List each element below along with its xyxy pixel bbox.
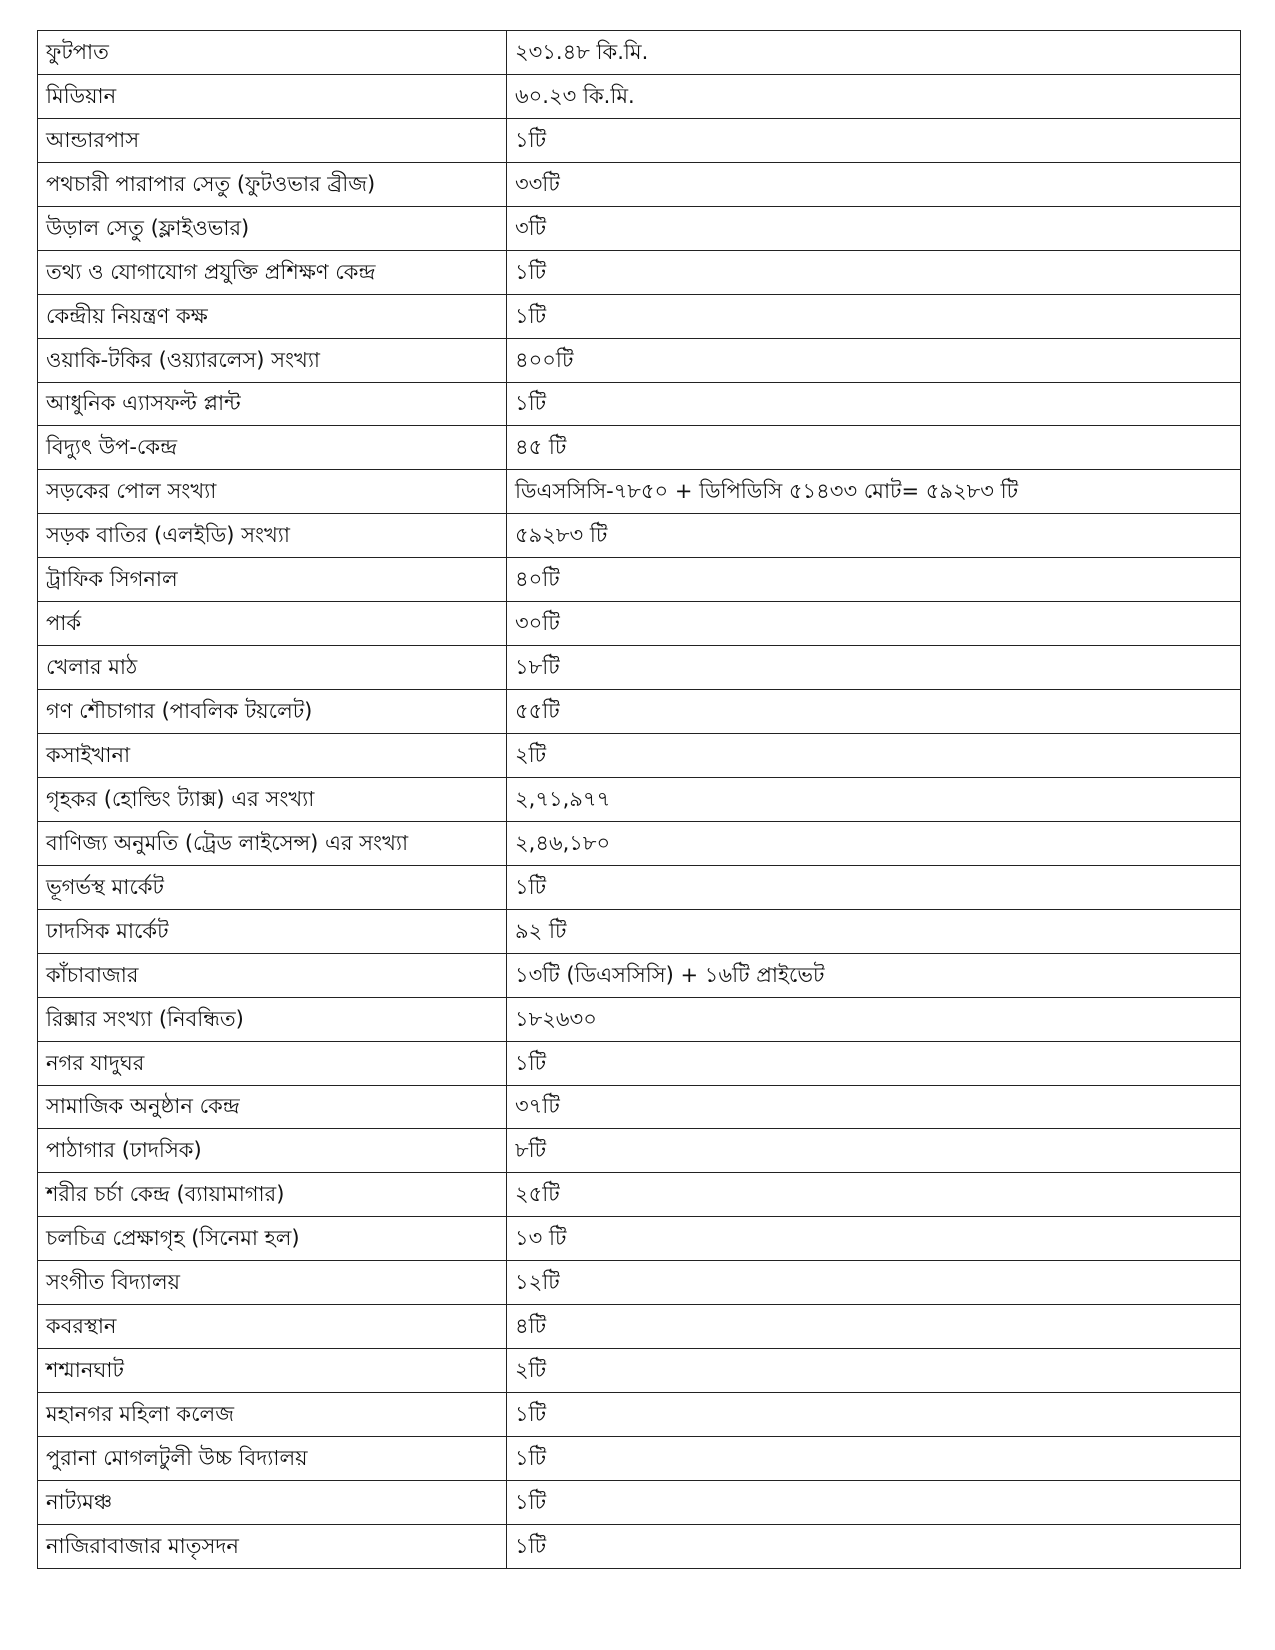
table-cell-value: ১৩ টি xyxy=(507,1217,1241,1261)
table-cell-item: কবরস্থান xyxy=(38,1305,507,1349)
table-cell-item: সংগীত বিদ্যালয় xyxy=(38,1261,507,1305)
table-cell-value: ৪৫ টি xyxy=(507,426,1241,470)
table-cell-item: ফুটপাত xyxy=(38,31,507,75)
table-row xyxy=(38,1173,1241,1217)
table-cell-value: ১টি xyxy=(507,118,1241,162)
facility-table xyxy=(37,30,1241,1569)
table-row xyxy=(38,118,1241,162)
table-cell-value: ১টি xyxy=(507,1480,1241,1524)
table-cell-value: ২৫টি xyxy=(507,1173,1241,1217)
table-row xyxy=(38,338,1241,382)
table-cell-item: কাঁচাবাজার xyxy=(38,953,507,997)
table-cell-item: পাঠাগার (ঢাদসিক) xyxy=(38,1129,507,1173)
table-row xyxy=(38,734,1241,778)
table-row xyxy=(38,514,1241,558)
table-cell-item: মিডিয়ান xyxy=(38,74,507,118)
table-cell-value: ৫৫টি xyxy=(507,690,1241,734)
table-row xyxy=(38,646,1241,690)
table-cell-value: ১টি xyxy=(507,1041,1241,1085)
table-cell-item: আন্ডারপাস xyxy=(38,118,507,162)
table-row xyxy=(38,74,1241,118)
table-row xyxy=(38,470,1241,514)
table-cell-item: সামাজিক অনুষ্ঠান কেন্দ্র xyxy=(38,1085,507,1129)
table-cell-value: ২টি xyxy=(507,734,1241,778)
table-cell-value: ৩৭টি xyxy=(507,1085,1241,1129)
table-row xyxy=(38,206,1241,250)
table-row xyxy=(38,1349,1241,1393)
table-cell-item: সড়কের পোল সংখ্যা xyxy=(38,470,507,514)
table-cell-value: ডিএসসিসি-৭৮৫০ + ডিপিডিসি ৫১৪৩৩ মোট= ৫৯২৮৩ টি xyxy=(507,470,1241,514)
table-cell-item: নগর যাদুঘর xyxy=(38,1041,507,1085)
table-row xyxy=(38,162,1241,206)
table-cell-value: ১টি xyxy=(507,1437,1241,1481)
table-cell-item: পুরানা মোগলটুলী উচ্চ বিদ্যালয় xyxy=(38,1437,507,1481)
table-cell-item: বিদ্যুৎ উপ-কেন্দ্র xyxy=(38,426,507,470)
table-cell-value: ৪০টি xyxy=(507,558,1241,602)
table-row xyxy=(38,1041,1241,1085)
table-row xyxy=(38,997,1241,1041)
table-cell-value: ১৮২৬৩০ xyxy=(507,997,1241,1041)
table-row xyxy=(38,1085,1241,1129)
table-row xyxy=(38,1305,1241,1349)
table-cell-value: ১৩টি (ডিএসসিসি) + ১৬টি প্রাইভেট xyxy=(507,953,1241,997)
table-row xyxy=(38,1261,1241,1305)
table-cell-value: ৫৯২৮৩ টি xyxy=(507,514,1241,558)
table-cell-value: ৪টি xyxy=(507,1305,1241,1349)
table-cell-item: মহানগর মহিলা কলেজ xyxy=(38,1393,507,1437)
table-cell-item: তথ্য ও যোগাযোগ প্রযুক্তি প্রশিক্ষণ কেন্দ্র xyxy=(38,250,507,294)
table-row xyxy=(38,250,1241,294)
table-cell-value: ৩টি xyxy=(507,206,1241,250)
table-cell-item: গণ শৌচাগার (পাবলিক টয়লেট) xyxy=(38,690,507,734)
table-cell-value: ২টি xyxy=(507,1349,1241,1393)
table-cell-item: বাণিজ্য অনুমতি (ট্রেড লাইসেন্স) এর সংখ্যা xyxy=(38,821,507,865)
table-cell-value: ২৩১.৪৮ কি.মি. xyxy=(507,31,1241,75)
table-cell-value: ৮টি xyxy=(507,1129,1241,1173)
table-cell-value: ১টি xyxy=(507,250,1241,294)
table-cell-item: উড়াল সেতু (ফ্লাইওভার) xyxy=(38,206,507,250)
table-cell-value: ১২টি xyxy=(507,1261,1241,1305)
table-cell-value: ১টি xyxy=(507,382,1241,426)
table-body xyxy=(38,31,1241,1569)
table-cell-value: ২,৭১,৯৭৭ xyxy=(507,777,1241,821)
table-cell-item: ট্রাফিক সিগনাল xyxy=(38,558,507,602)
table-cell-value: ২,৪৬,১৮০ xyxy=(507,821,1241,865)
table-cell-item: চলচিত্র প্রেক্ষাগৃহ (সিনেমা হল) xyxy=(38,1217,507,1261)
table-row xyxy=(38,1524,1241,1568)
table-row xyxy=(38,426,1241,470)
table-row xyxy=(38,1393,1241,1437)
table-cell-item: পথচারী পারাপার সেতু (ফুটওভার ব্রীজ) xyxy=(38,162,507,206)
table-row xyxy=(38,558,1241,602)
table-row xyxy=(38,382,1241,426)
table-row xyxy=(38,1480,1241,1524)
table-cell-item: খেলার মাঠ xyxy=(38,646,507,690)
table-row xyxy=(38,1437,1241,1481)
table-cell-value: ১টি xyxy=(507,1524,1241,1568)
table-cell-item: সড়ক বাতির (এলইডি) সংখ্যা xyxy=(38,514,507,558)
table-row xyxy=(38,953,1241,997)
table-row xyxy=(38,1129,1241,1173)
table-row xyxy=(38,865,1241,909)
table-row xyxy=(38,31,1241,75)
table-cell-value: ৯২ টি xyxy=(507,909,1241,953)
table-cell-item: কেন্দ্রীয় নিয়ন্ত্রণ কক্ষ xyxy=(38,294,507,338)
table-row xyxy=(38,909,1241,953)
table-cell-item: নাট্যমঞ্চ xyxy=(38,1480,507,1524)
table-cell-value: ৬০.২৩ কি.মি. xyxy=(507,74,1241,118)
table-cell-item: ওয়াকি-টকির (ওয়্যারলেস) সংখ্যা xyxy=(38,338,507,382)
table-cell-value: ৪০০টি xyxy=(507,338,1241,382)
table-cell-item: ঢাদসিক মার্কেট xyxy=(38,909,507,953)
table-cell-item: রিক্সার সংখ্যা (নিবন্ধিত) xyxy=(38,997,507,1041)
table-cell-item: নাজিরাবাজার মাতৃসদন xyxy=(38,1524,507,1568)
table-cell-item: গৃহকর (হোল্ডিং ট্যাক্স) এর সংখ্যা xyxy=(38,777,507,821)
table-cell-value: ১টি xyxy=(507,294,1241,338)
table-cell-value: ৩৩টি xyxy=(507,162,1241,206)
table-cell-item: পার্ক xyxy=(38,602,507,646)
table-cell-value: ৩০টি xyxy=(507,602,1241,646)
table-row xyxy=(38,777,1241,821)
table-cell-value: ১টি xyxy=(507,865,1241,909)
table-row xyxy=(38,690,1241,734)
table-cell-item: শশ্মানঘাট xyxy=(38,1349,507,1393)
table-row xyxy=(38,294,1241,338)
table-row xyxy=(38,1217,1241,1261)
table-cell-item: শরীর চর্চা কেন্দ্র (ব্যায়ামাগার) xyxy=(38,1173,507,1217)
table-row xyxy=(38,602,1241,646)
table-cell-item: কসাইখানা xyxy=(38,734,507,778)
table-cell-value: ১৮টি xyxy=(507,646,1241,690)
table-cell-value: ১টি xyxy=(507,1393,1241,1437)
table-cell-item: ভূগর্ভস্থ মার্কেট xyxy=(38,865,507,909)
table-row xyxy=(38,821,1241,865)
table-cell-item: আধুনিক এ্যাসফল্ট প্লান্ট xyxy=(38,382,507,426)
